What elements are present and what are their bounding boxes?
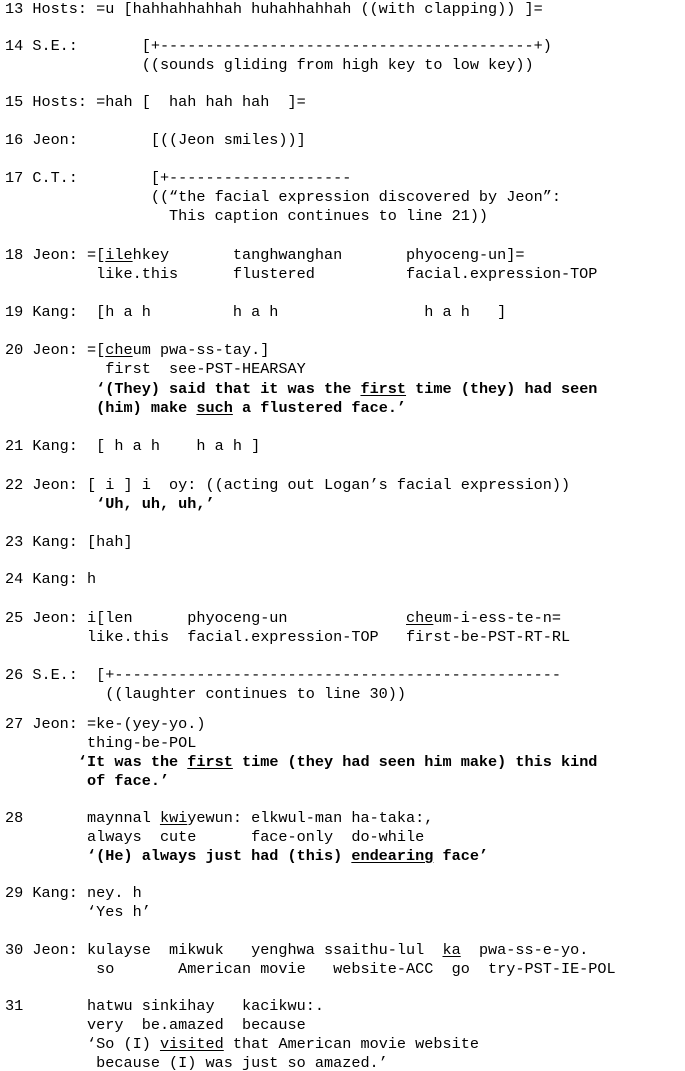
line-25-gloss: like.this facial.expression-TOP first-be-PST-RT-RL [5, 628, 571, 646]
line-28: 28 maynnal kwiyewun: elkwul-man ha-taka:, [5, 809, 434, 827]
underlined-emphasis: such [196, 399, 233, 417]
line-25: 25 Jeon: i[len phyoceng-un cheum-i-ess-te-n= [5, 609, 561, 627]
line-22: 22 Jeon: [ i ] i oy: ((acting out Logan’s facial expression)) [5, 476, 571, 494]
line-27-translation-2: of face.’ [5, 772, 170, 790]
underlined-emphasis: ile [105, 246, 133, 264]
underlined-emphasis: ka [442, 941, 461, 959]
line-14: 14 S.E.: [+-----------------------------------------+) [5, 37, 552, 55]
line-29: 29 Kang: ney. h [5, 884, 142, 902]
underlined-emphasis: che [406, 609, 434, 627]
line-23: 23 Kang: [hah] [5, 533, 133, 551]
line-18-gloss: like.this flustered facial.expression-TOP [5, 265, 598, 283]
underlined-emphasis: first [187, 753, 233, 771]
line-31-gloss: very be.amazed because [5, 1016, 306, 1034]
line-16: 16 Jeon: [((Jeon smiles))] [5, 131, 306, 149]
line-17-note: This caption continues to line 21)) [5, 207, 489, 225]
line-15: 15 Hosts: =hah [ hah hah hah ]= [5, 93, 306, 111]
line-17-caption: ((“the facial expression discovered by Jeon”: [5, 188, 561, 206]
line-19: 19 Kang: [h a h h a h h a h ] [5, 303, 507, 321]
line-22-translation: ‘Uh, uh, uh,’ [5, 495, 215, 513]
line-27: 27 Jeon: =ke-(yey-yo.) [5, 715, 206, 733]
line-28-gloss: always cute face-only do-while [5, 828, 425, 846]
line-28-translation: ‘(He) always just had (this) endearing face’ [5, 847, 489, 865]
line-30: 30 Jeon: kulayse mikwuk yenghwa ssaithu-lul ka pwa-ss-e-yo. [5, 941, 589, 959]
line-18: 18 Jeon: =[ilehkey tanghwanghan phyoceng-un]= [5, 246, 525, 264]
line-21: 21 Kang: [ h a h h a h ] [5, 437, 261, 455]
underlined-emphasis: visited [159, 1035, 224, 1053]
line-31-translation-1: ‘So (I) visited that American movie website [5, 1035, 479, 1053]
underlined-emphasis: first [360, 380, 407, 398]
line-14-comment: ((sounds gliding from high key to low key)) [5, 56, 534, 74]
line-20: 20 Jeon: =[cheum pwa-ss-tay.] [5, 341, 270, 359]
line-31-translation-2: because (I) was just so amazed.’ [5, 1054, 388, 1071]
line-31: 31 hatwu sinkihay kacikwu:. [5, 997, 324, 1015]
line-20-translation-1: ‘(They) said that it was the first time (they) had seen [5, 380, 598, 398]
line-24: 24 Kang: h [5, 570, 97, 588]
line-27-translation-1: ‘It was the first time (they had seen him make) this kind [5, 753, 598, 771]
line-20-gloss: first see-PST-HEARSAY [5, 360, 306, 378]
line-26: 26 S.E.: [+------------------------------------------------- [5, 666, 561, 684]
line-20-translation-2: (him) make such a flustered face.’ [5, 399, 407, 417]
underlined-emphasis: kwi [159, 809, 188, 827]
line-27-gloss: thing-be-POL [5, 734, 197, 752]
line-17: 17 C.T.: [+-------------------- [5, 169, 352, 187]
line-29-translation: ‘Yes h’ [5, 903, 151, 921]
line-26-comment: ((laughter continues to line 30)) [5, 685, 407, 703]
line-13: 13 Hosts: =u [hahhahhahhah huhahhahhah ((with clapping)) ]= [5, 0, 543, 18]
line-30-gloss: so American movie website-ACC go try-PST-IE-POL [5, 960, 616, 978]
underlined-emphasis: che [105, 341, 133, 359]
underlined-emphasis: endearing [351, 847, 434, 865]
